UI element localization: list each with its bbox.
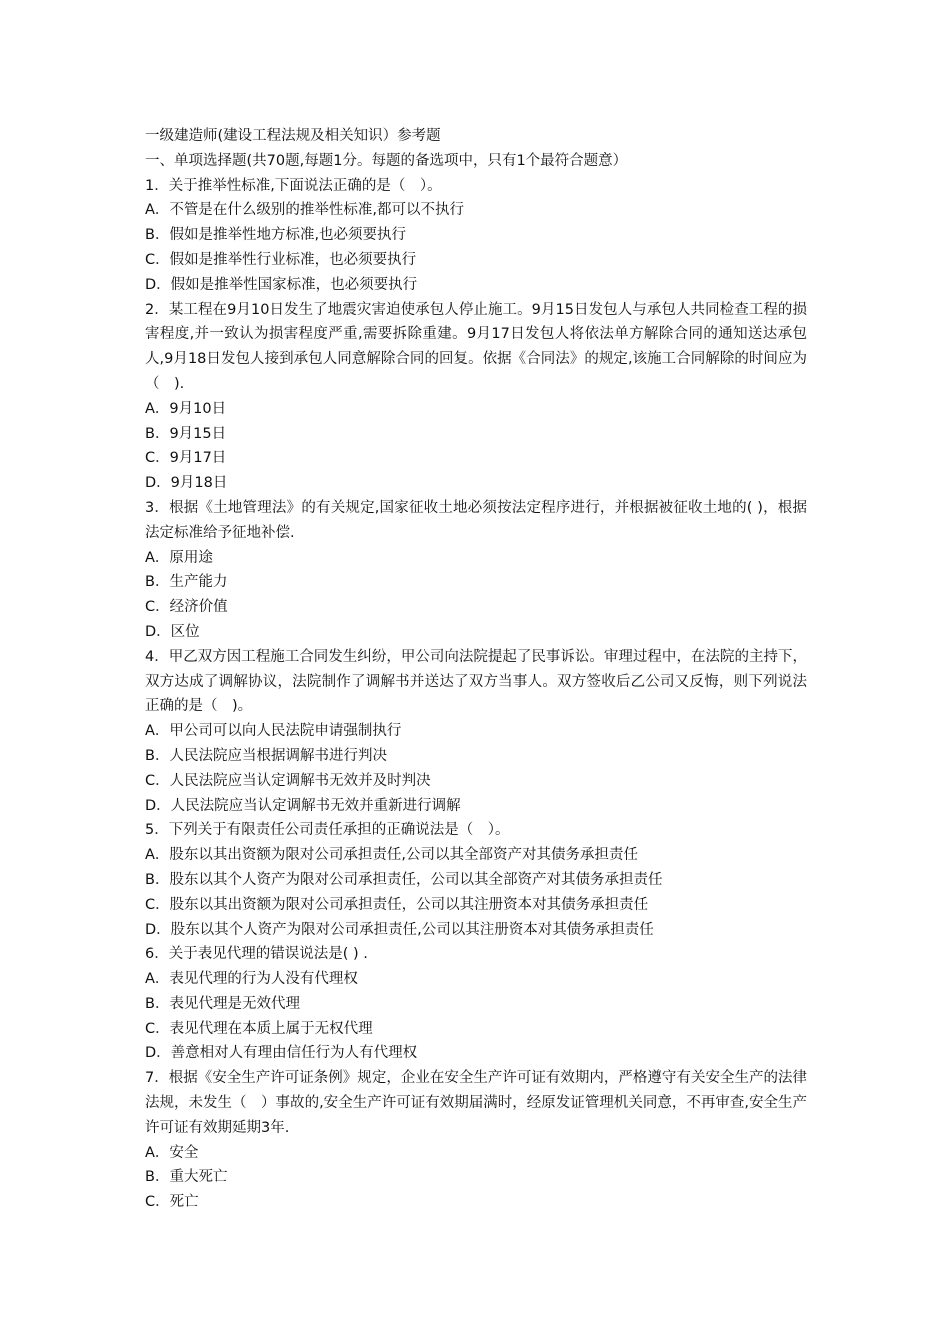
answer-option: A．安全 xyxy=(145,1144,199,1161)
question-stem: 5．下列关于有限责任公司责任承担的正确说法是（ ）。 xyxy=(145,822,510,839)
answer-option: B．人民法院应当根据调解书进行判决 xyxy=(145,747,387,764)
answer-option: B．生产能力 xyxy=(145,574,228,591)
answer-option: A．甲公司可以向人民法院申请强制执行 xyxy=(145,723,402,740)
question-7 xyxy=(145,1066,807,1215)
answer-option: D．人民法院应当认定调解书无效并重新进行调解 xyxy=(145,797,461,814)
answer-option: C．假如是推举性行业标准，也必须要执行 xyxy=(145,251,417,268)
answer-option: B．股东以其个人资产为限对公司承担责任，公司以其全部资产对其债务承担责任 xyxy=(145,871,663,888)
question-stem: 6．关于表见代理的错误说法是( ) . xyxy=(145,946,368,963)
question-stem: 3．根据《土地管理法》的有关规定,国家征收土地必须按法定程序进行，并根据被征收土地的( )，根据法定标准给予征地补偿. xyxy=(145,499,807,541)
question-stem: 7．根据《安全生产许可证条例》规定，企业在安全生产许可证有效期内，严格遵守有关安全生产的法律法规，未发生（ ）事故的,安全生产许可证有效期届满时，经原发证管理机关同意，不再审查,安全生产许可证有效期延期3年. xyxy=(145,1070,807,1136)
answer-option: A．股东以其出资额为限对公司承担责任,公司以其全部资产对其债务承担责任 xyxy=(145,847,639,864)
answer-option: D．善意相对人有理由信任行为人有代理权 xyxy=(145,1045,418,1062)
answer-option: D．区位 xyxy=(145,623,200,640)
answer-option: B．9月15日 xyxy=(145,425,227,442)
answer-option: A．不管是在什么级别的推举性标准,都可以不执行 xyxy=(145,202,465,219)
answer-option: A．9月10日 xyxy=(145,400,227,417)
answer-option: C．人民法院应当认定调解书无效并及时判决 xyxy=(145,772,431,789)
answer-option: A．表见代理的行为人没有代理权 xyxy=(145,971,358,988)
question-stem: 4．甲乙双方因工程施工合同发生纠纷，甲公司向法院提起了民事诉讼。审理过程中，在法院的主持下，双方达成了调解协议，法院制作了调解书并送达了双方当事人。双方签收后乙公司又反悔，则下列说法正确的是（ )。 xyxy=(145,648,807,715)
answer-option: C．表见代理在本质上属于无权代理 xyxy=(145,1020,373,1037)
question-5 xyxy=(145,818,807,942)
document-title: 一级建造师(建设工程法规及相关知识）参考题 xyxy=(145,128,441,144)
question-2 xyxy=(145,298,807,496)
question-stem: 2．某工程在9月10日发生了地震灾害迫使承包人停止施工。9月15日发包人与承包人共同检查工程的损害程度,并一致认为损害程度严重,需要拆除重建。9月17日发包人将依法单方解除合同的通知送达承包人,9月18日发包人接到承包人同意解除合同的回复。依据《合同法》的规定,该施工合同解除的时间应为（ ). xyxy=(145,301,807,392)
question-6 xyxy=(145,942,807,1066)
question-3 xyxy=(145,496,807,645)
question-stem: 1．关于推举性标准,下面说法正确的是（ ）。 xyxy=(145,177,442,194)
question-1 xyxy=(145,174,807,298)
answer-option: D．股东以其个人资产为限对公司承担责任,公司以其注册资本对其债务承担责任 xyxy=(145,921,654,938)
answer-option: C．死亡 xyxy=(145,1194,199,1211)
answer-option: C．9月17日 xyxy=(145,450,227,467)
answer-option: C．经济价值 xyxy=(145,599,228,616)
answer-option: B．表见代理是无效代理 xyxy=(145,995,300,1012)
question-4 xyxy=(145,645,807,819)
answer-option: D．9月18日 xyxy=(145,475,228,492)
document-page xyxy=(145,124,807,1215)
answer-option: C．股东以其出资额为限对公司承担责任，公司以其注册资本对其债务承担责任 xyxy=(145,896,649,913)
answer-option: B．重大死亡 xyxy=(145,1169,228,1186)
answer-option: D．假如是推举性国家标准，也必须要执行 xyxy=(145,276,418,293)
answer-option: A．原用途 xyxy=(145,549,213,566)
section-heading: 一、单项选择题(共70题,每题1分。每题的备选项中，只有1个最符合题意） xyxy=(145,152,628,169)
answer-option: B．假如是推举性地方标准,也必须要执行 xyxy=(145,227,407,244)
